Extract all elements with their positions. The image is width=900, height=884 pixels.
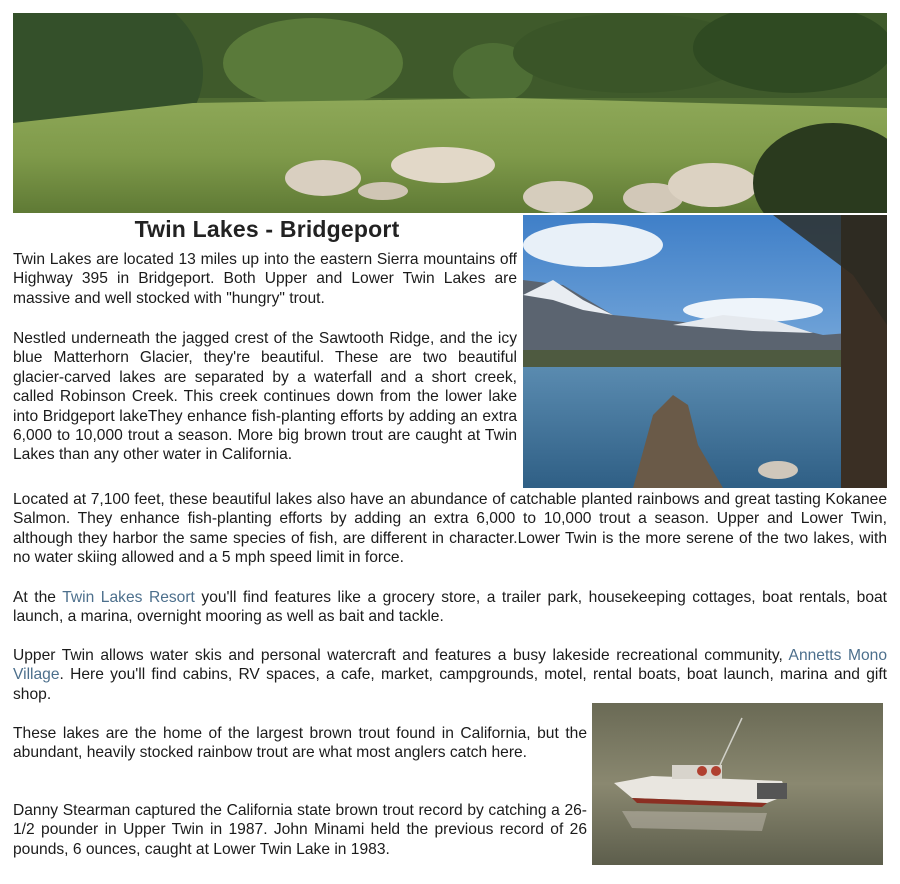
resort-text-after: you'll find features like a grocery store, a trailer park, housekeeping cottages, boat rentals, boat launch, a marina, overnight mooring as well as bait and tackle. [13,589,887,626]
meadow-photo [13,13,887,213]
intro-paragraph: Twin Lakes are located 13 miles up into the eastern Sierra mountains off Highway 395 in Bridgeport. Both Upper and Lower Twin Lakes are massive and well stocked with "hungry" trout. [13,251,517,307]
page-title: Twin Lakes - Bridgeport [134,216,400,242]
upper-twin-text-after: . Here you'll find cabins, RV spaces, a cafe, market, campgrounds, motel, rental boats, boat launch, marina and gift shop. [13,666,887,703]
twin-lakes-resort-link[interactable]: Twin Lakes Resort [62,589,195,606]
annetts-mono-village-link[interactable]: Annetts Mono Village [13,647,887,684]
glacier-paragraph: Nestled underneath the jagged crest of the Sawtooth Ridge, and the icy blue Matterhorn Glacier, they're beautiful. These are two beautiful glacier-carved lakes are separated by a waterfall and a short creek, called Robinson Creek. This creek continues down from the lower lake into Bridgeport lakeThey enhance fish-planting efforts by adding an extra 6,000 to 10,000 trout a season. More big brown trout are caught at Twin Lakes than any other water in California. [13,330,517,464]
resort-text-before: At the [13,589,63,606]
lake-mountain-photo [523,215,887,488]
boat-photo [592,703,883,865]
record-paragraph: Danny Stearman captured the California state brown trout record by catching a 26-1/2 pounder in Upper Twin in 1987. John Minami held the previous record of 26 pounds, 6 ounces, caught at Lower Twin Lake in 1983. [13,802,587,858]
resort-paragraph [13,588,887,627]
elevation-paragraph: Located at 7,100 feet, these beautiful lakes also have an abundance of catchable planted rainbows and great tasting Kokanee Salmon. They enhance fish-planting efforts by adding an extra 6,000 to 10,000 trout a season. Upper and Lower Twin, although they harbor the same species of fish, are different in character.Lower Twin is the more serene of the two lakes, with no water skiing allowed and a 5 mph speed limit in force. [13,491,887,567]
upper-twin-text-before: Upper Twin allows water skis and personal watercraft and features a busy lakeside recreational community, [13,647,789,664]
brown-trout-paragraph: These lakes are the home of the largest brown trout found in California, but the abundant, heavily stocked rainbow trout are what most anglers catch here. [13,725,587,762]
upper-twin-paragraph [13,646,887,704]
